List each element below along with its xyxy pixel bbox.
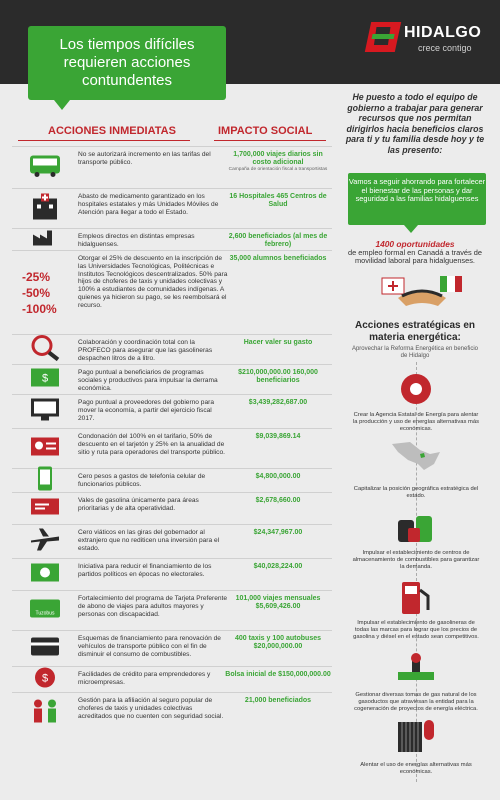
impact-text: $24,347,967.00 xyxy=(253,529,303,536)
impact-value xyxy=(224,151,332,173)
percent-badge: -100% xyxy=(22,301,57,316)
impact-text: $3,439,282,687.00 xyxy=(248,399,308,406)
percent-badge: -50% xyxy=(22,285,51,300)
action-description: Gestión para la afiliación al seguro popular de choferes de taxis y unidades colectivas acreditados que no cuenten con seguridad social. xyxy=(78,697,224,720)
logo-tagline: crece contigo xyxy=(418,43,472,53)
credit-card-icon xyxy=(16,635,74,662)
action-description: Condonación del 100% en el tarifario, 50% de descuento en el tarjetón y 25% en la anualidad de sitio y ruta para operadores del transporte público. xyxy=(78,433,225,456)
energy-item-4: Impulsar el establecimiento de gasolineras de todas las marcas para lograr que los precios de gasolina y diésel en el estado sean competitivos. xyxy=(353,620,479,640)
energy-item-2: Capitalizar la posición geográfica estratégica del estado. xyxy=(353,486,479,499)
impact-text: $210,000,000.00 160,000 beneficiarios xyxy=(238,369,318,385)
impact-value xyxy=(224,339,332,347)
impact-value xyxy=(224,433,332,441)
impact-value xyxy=(224,193,332,209)
impact-text: $2,678,660.00 xyxy=(255,497,301,504)
table-row xyxy=(12,558,332,590)
impact-note: Campaña de orientación fiscal a transportistas xyxy=(228,167,328,173)
impact-text: $9,039,869.14 xyxy=(255,433,301,440)
impact-text: $4,800,000.00 xyxy=(255,473,301,480)
opportunities-text: de empleo formal en Canadá a través de movilidad laboral para hidalguenses. xyxy=(348,247,482,266)
column-header-actions: ACCIONES INMEDIATAS xyxy=(48,125,176,137)
impact-text: 16 Hospitales 465 Centros de Salud xyxy=(229,193,327,209)
impact-value xyxy=(224,399,332,407)
action-description: Abasto de medicamento garantizado en los hospitales estatales y más Unidades Móviles de Atención para llegar a todo el Estado. xyxy=(78,193,219,216)
table-row xyxy=(12,394,332,428)
logo-mark-icon xyxy=(365,22,401,52)
svg-text:$: $ xyxy=(41,372,49,384)
bus-icon xyxy=(16,153,74,182)
table-row xyxy=(12,492,332,524)
monitor-icon xyxy=(16,396,74,427)
impact-value xyxy=(224,671,332,679)
hospital-icon xyxy=(16,192,74,225)
impact-text: Bolsa inicial de $150,000,000.00 xyxy=(225,671,331,678)
savings-box: Vamos a seguir ahorrando para fortalecer el bienestar de las personas y dar seguridad a las familias hidalguenses xyxy=(348,173,486,225)
cash-icon xyxy=(16,366,74,393)
svg-text:$: $ xyxy=(41,672,49,684)
energy-item-6: Alentar el uso de energías alternativas más económicas. xyxy=(360,762,472,775)
banknote-icon xyxy=(16,561,74,588)
action-description: Cero viáticos en las giras del gobernador al extranjero que no rediticen una inversión para el estado. xyxy=(78,529,220,552)
table-row xyxy=(12,188,332,228)
strategic-title: Acciones estratégicas en materia energética: xyxy=(354,320,476,343)
table-row xyxy=(12,630,332,666)
strategic-subtitle: Aprovechar la Reforma Energética en beneficio de Hidalgo xyxy=(351,346,479,359)
impact-value xyxy=(224,563,332,571)
table-row xyxy=(12,468,332,492)
impact-value xyxy=(224,473,332,481)
impact-value xyxy=(224,635,332,651)
header-underline-right xyxy=(214,140,326,141)
gas-pump-icon xyxy=(398,580,434,616)
impact-text: $40,028,224.00 xyxy=(253,563,303,570)
impact-value xyxy=(224,697,332,705)
action-description: Iniciativa para reducir el financiamiento de los partidos políticos en épocas no electorales. xyxy=(78,563,212,578)
solar-heater-icon xyxy=(394,718,438,756)
percent-icon xyxy=(16,269,80,317)
header-underline-left xyxy=(18,140,190,141)
id-card-icon xyxy=(16,435,74,462)
impact-text: 2,600 beneficiados (al mes de febrero) xyxy=(228,233,328,249)
table-row xyxy=(12,146,332,188)
table-row xyxy=(12,666,332,692)
table-row xyxy=(12,692,332,732)
impact-value xyxy=(224,255,332,263)
percent-badge: -25% xyxy=(22,269,51,284)
actions-table xyxy=(12,146,332,732)
people-icon xyxy=(16,697,74,728)
gas-valve-icon xyxy=(396,652,436,688)
column-header-impact: IMPACTO SOCIAL xyxy=(218,125,313,137)
impact-value xyxy=(224,497,332,505)
action-description: Otorgar el 25% de descuento en la inscripción de las Universidades Tecnológicas, Politécnicas e Institutos Tecnológicos descentralizados. 50% para hijos de choferes de taxis y unidades colectivas y 100% a estudiantes de comunidades indígenas. A quienes ya hicieron su pago, se les reembolsará el recurso. xyxy=(78,255,228,309)
airplane-icon xyxy=(16,526,74,557)
table-row xyxy=(12,334,332,364)
logo-name: HIDALGO xyxy=(404,24,482,41)
voucher-icon xyxy=(16,496,74,521)
action-description: Facilidades de crédito para emprendedores y microempresas. xyxy=(78,671,211,686)
storage-tanks-icon xyxy=(396,510,436,544)
table-row xyxy=(12,590,332,630)
impact-value xyxy=(224,369,332,385)
dollar-coin-icon xyxy=(16,665,74,694)
action-description: Pago puntual a proveedores del gobierno para mover la economía, a partir del ejercicio fiscal 2017. xyxy=(78,399,215,422)
svg-text:Tuzobus: Tuzobus xyxy=(35,610,55,616)
action-description: Empleos directos en distintas empresas hidalguenses. xyxy=(78,233,195,248)
action-description: Fortalecimiento del programa de Tarjeta Preferente de abono de viajes para adultos mayores y personas con discapacidad. xyxy=(78,595,228,618)
table-row xyxy=(12,524,332,558)
impact-text: 400 taxis y 100 autobuses $20,000,000.00 xyxy=(235,635,321,651)
impact-text: 101,000 viajes mensuales $5,609,426.00 xyxy=(235,595,321,611)
mexico-map-icon xyxy=(390,440,442,474)
impact-text: 35,000 alumnos beneficiados xyxy=(229,255,327,262)
action-description: Cero pesos a gastos de telefonía celular de funcionarios públicos. xyxy=(78,473,206,488)
impact-value xyxy=(224,529,332,537)
energy-item-1: Crear la Agencia Estatal de Energía para alentar la producción y uso de energías alternativas más económicas. xyxy=(353,412,479,432)
magnifier-icon xyxy=(16,333,74,366)
action-description: Pago puntual a beneficiarios de programas sociales y productivos para impulsar la derrama económica. xyxy=(78,369,218,392)
handshake-icon xyxy=(380,272,464,312)
impact-value xyxy=(224,595,332,611)
gear-icon xyxy=(399,372,433,406)
opportunities-number: 1400 oportunidades xyxy=(375,239,455,249)
action-description: No se autorizará incremento en las tarifas del transporte público. xyxy=(78,151,211,166)
impact-text: Hacer valer su gasto xyxy=(243,339,313,346)
impact-text: 21,000 beneficiados xyxy=(244,697,312,704)
action-description: Colaboración y coordinación total con la PROFECO para asegurar que las gasolineras despachen litros de a litro. xyxy=(78,339,213,362)
action-description: Esquemas de financiamiento para renovación de vehículos de transporte público con el fin de disminuir el consumo de combustibles. xyxy=(78,635,221,658)
headline-bubble: Los tiempos difíciles requieren acciones contundentes xyxy=(28,26,226,100)
energy-item-3: Impulsar el establecimiento de centros de almacenamiento de combustibles para garantizar la demanda. xyxy=(352,550,480,570)
opportunities-block xyxy=(340,240,490,266)
action-description: Vales de gasolina únicamente para áreas prioritarias y de alta operatividad. xyxy=(78,497,199,512)
factory-icon xyxy=(16,228,74,251)
table-row xyxy=(12,228,332,250)
impact-text: 1,700,000 viajes diarios sin costo adicional xyxy=(233,151,323,167)
energy-item-5: Gestionar diversas tomas de gas natural de los gasoductos que atraviesan la entidad para la cogeneración de proyectos de energía eléctrica. xyxy=(354,692,478,712)
intro-text: He puesto a todo el equipo de gobierno a trabajar para generar recursos que nos permitan dirigirlos hacia beneficios claros para ti y tu familia desde hoy y te las presento: xyxy=(345,92,485,155)
impact-value xyxy=(224,233,332,249)
table-row xyxy=(12,250,332,334)
ticket-icon xyxy=(16,597,74,624)
table-row xyxy=(12,428,332,468)
table-row xyxy=(12,364,332,394)
hidalgo-logo xyxy=(368,22,488,58)
